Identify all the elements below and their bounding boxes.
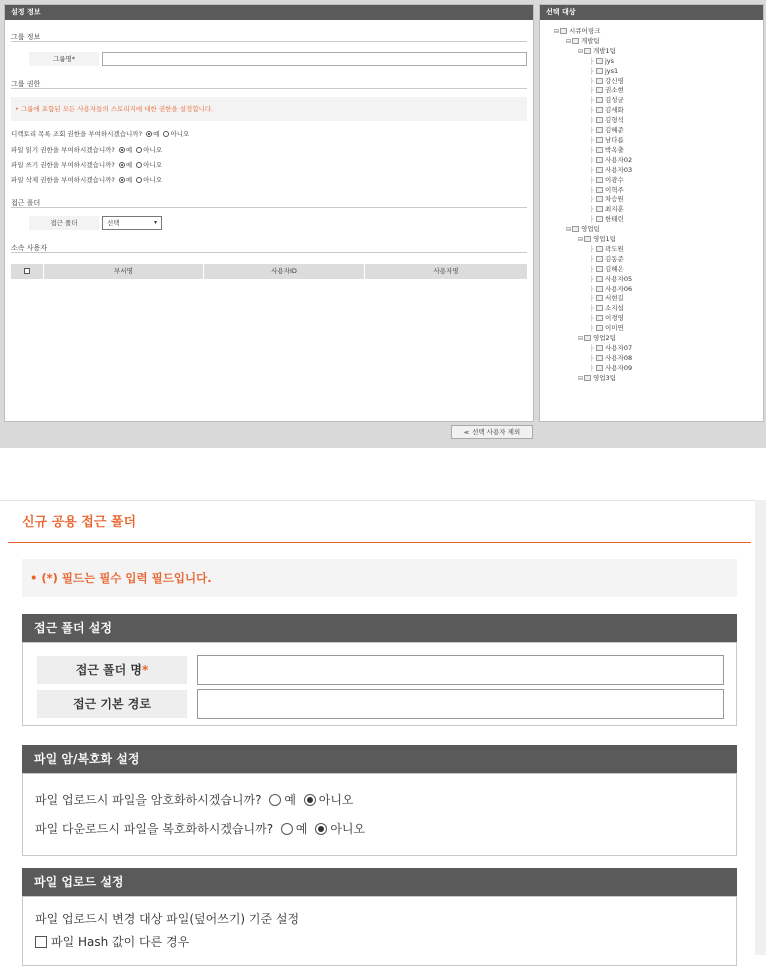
tree-branch-icon: ├ bbox=[590, 107, 594, 115]
upload-question: 파일 업로드시 변경 대상 파일(덮어쓰기) 기준 설정 bbox=[35, 912, 300, 926]
node-checkbox[interactable] bbox=[584, 236, 591, 242]
tree-node[interactable] bbox=[554, 205, 724, 215]
tree-node[interactable] bbox=[554, 96, 724, 106]
settings-panel bbox=[4, 4, 534, 422]
upload-settings-header: 파일 업로드 설정 bbox=[22, 868, 737, 896]
hash-option bbox=[35, 933, 189, 950]
tree-node-label: 김혜준 bbox=[605, 126, 624, 135]
node-checkbox[interactable] bbox=[596, 256, 603, 262]
perm-read-no-radio[interactable] bbox=[136, 147, 142, 153]
perm-list-yes-radio[interactable] bbox=[146, 131, 152, 137]
collapse-icon[interactable]: ⊟ bbox=[578, 236, 584, 244]
tree-node-label: 김혜은 bbox=[605, 264, 624, 273]
decrypt-question-text: 파일 다운로드시 파일을 복호화하시겠습니까? bbox=[35, 822, 274, 836]
tree-node-label: 김동준 bbox=[605, 254, 624, 263]
tree-root[interactable] bbox=[554, 27, 724, 37]
page-title: 신규 공용 접근 폴더 bbox=[22, 515, 137, 530]
perm-list-question bbox=[11, 129, 189, 138]
tree-node[interactable] bbox=[554, 265, 724, 275]
tree-node-label: 차승원 bbox=[605, 195, 624, 204]
tree-node[interactable] bbox=[554, 176, 724, 186]
tree-node[interactable] bbox=[554, 166, 724, 176]
tree-node[interactable] bbox=[554, 314, 724, 324]
encrypt-yes-radio[interactable] bbox=[269, 794, 281, 806]
perm-delete-no-radio[interactable] bbox=[136, 177, 142, 183]
perm-read-no-label: 아니오 bbox=[143, 146, 163, 154]
collapse-icon[interactable]: ⊟ bbox=[554, 28, 560, 35]
node-checkbox[interactable] bbox=[596, 137, 603, 143]
hash-option-checkbox[interactable] bbox=[35, 936, 47, 948]
node-checkbox[interactable] bbox=[572, 226, 579, 232]
target-panel bbox=[539, 4, 764, 422]
group-permission-section bbox=[11, 79, 527, 89]
tree-branch-icon: ├ bbox=[590, 255, 594, 263]
access-folder-select-value: 선택 bbox=[107, 219, 120, 227]
node-checkbox[interactable] bbox=[596, 187, 603, 193]
access-folder-title: 접근 폴더 bbox=[11, 199, 41, 207]
tree-branch-icon: ├ bbox=[590, 325, 594, 333]
tree-node[interactable] bbox=[554, 334, 724, 344]
perm-list-text: 디렉토리 목록 조회 권한을 부여하시겠습니까? bbox=[11, 130, 143, 138]
perm-list-no-radio[interactable] bbox=[163, 131, 169, 137]
tree-branch-icon: ├ bbox=[590, 117, 594, 125]
tree-node[interactable] bbox=[554, 304, 724, 314]
node-checkbox[interactable] bbox=[596, 305, 603, 311]
tree-node-label: 사용자08 bbox=[605, 353, 633, 362]
tree-branch-icon: ├ bbox=[590, 295, 594, 303]
col-user-id: 사용자ID bbox=[204, 264, 365, 279]
org-tree bbox=[554, 27, 724, 415]
tree-branch-icon: ├ bbox=[590, 136, 594, 144]
tree-node-label: 박옥출 bbox=[605, 145, 624, 154]
node-checkbox[interactable] bbox=[596, 196, 603, 202]
tree-node-label: 사용자09 bbox=[605, 363, 633, 372]
tree-node-label: 영업3팀 bbox=[593, 373, 616, 382]
tree-node[interactable] bbox=[554, 77, 724, 87]
tree-branch-icon: ├ bbox=[590, 67, 594, 75]
node-checkbox[interactable] bbox=[596, 325, 603, 331]
encrypt-no-radio[interactable] bbox=[304, 794, 316, 806]
tree-node-label: 사용자07 bbox=[605, 344, 633, 352]
tree-node-label: 영업2팀 bbox=[593, 334, 616, 343]
access-folder-select[interactable] bbox=[102, 216, 162, 230]
tree-node[interactable] bbox=[554, 294, 724, 304]
tree-node-label: 영업1팀 bbox=[593, 235, 616, 244]
remove-selected-users-button[interactable] bbox=[451, 425, 533, 439]
tree-branch-icon: ├ bbox=[590, 87, 594, 95]
base-path-label: 접근 기본 경로 bbox=[37, 690, 187, 718]
tree-branch-icon: ├ bbox=[590, 315, 594, 323]
node-checkbox[interactable] bbox=[596, 266, 603, 272]
group-name-input[interactable] bbox=[102, 52, 527, 66]
new-shared-folder-screen bbox=[0, 500, 766, 955]
group-permission-title: 그룹 권한 bbox=[11, 80, 41, 88]
tree-node[interactable] bbox=[554, 354, 724, 364]
tree-node[interactable] bbox=[554, 156, 724, 166]
tree-branch-icon: ├ bbox=[590, 186, 594, 194]
tree-node-label: 권소현 bbox=[605, 86, 624, 95]
select-all-cell bbox=[11, 264, 44, 279]
tree-branch-icon: ├ bbox=[590, 265, 594, 273]
tree-node[interactable] bbox=[554, 195, 724, 205]
encrypt-question-text: 파일 업로드시 파일을 암호화하시겠습니까? bbox=[35, 793, 262, 807]
tree-branch-icon: ├ bbox=[590, 206, 594, 214]
tree-branch-icon: ├ bbox=[590, 77, 594, 85]
node-checkbox[interactable] bbox=[596, 78, 603, 84]
group-info-title: 그룹 정보 bbox=[11, 33, 41, 41]
target-panel-header: 선택 대상 bbox=[540, 5, 763, 20]
group-settings-screen bbox=[0, 0, 766, 448]
node-checkbox[interactable] bbox=[596, 355, 603, 361]
members-table-header bbox=[11, 264, 527, 279]
base-path-input[interactable] bbox=[197, 689, 724, 719]
tree-node-label: 남다름 bbox=[605, 135, 624, 144]
tree-node[interactable] bbox=[554, 86, 724, 96]
node-checkbox[interactable] bbox=[596, 58, 603, 64]
tree-node[interactable] bbox=[554, 57, 724, 67]
tree-node[interactable] bbox=[554, 275, 724, 285]
tree-branch-icon: ├ bbox=[590, 245, 594, 253]
perm-delete-yes-label: 예 bbox=[125, 176, 133, 184]
tree-branch-icon: ├ bbox=[590, 146, 594, 154]
node-checkbox[interactable] bbox=[596, 157, 603, 163]
perm-write-question bbox=[11, 160, 162, 169]
node-checkbox[interactable] bbox=[596, 107, 603, 113]
tree-node-label: 영업팀 bbox=[581, 225, 600, 234]
tree-node-label: 한태린 bbox=[605, 215, 624, 224]
node-checkbox[interactable] bbox=[596, 177, 603, 183]
node-checkbox[interactable] bbox=[584, 48, 591, 54]
node-checkbox[interactable] bbox=[596, 246, 603, 252]
node-checkbox[interactable] bbox=[596, 216, 603, 222]
tree-branch-icon: ├ bbox=[590, 196, 594, 204]
tree-branch-icon: ├ bbox=[590, 97, 594, 105]
tree-node-label: 서현길 bbox=[605, 294, 624, 303]
perm-write-yes-label: 예 bbox=[125, 161, 133, 169]
tree-node[interactable] bbox=[554, 146, 724, 156]
node-checkbox[interactable] bbox=[572, 38, 579, 44]
tree-node[interactable] bbox=[554, 255, 724, 265]
tree-node[interactable] bbox=[554, 186, 724, 196]
perm-write-no-radio[interactable] bbox=[136, 162, 142, 168]
tree-branch-icon: ├ bbox=[590, 176, 594, 184]
tree-node[interactable] bbox=[554, 106, 724, 116]
perm-list-yes-label: 예 bbox=[153, 130, 160, 138]
crypto-settings-header: 파일 암/복호화 설정 bbox=[22, 745, 737, 773]
tree-branch-icon: ├ bbox=[590, 364, 594, 372]
scrollbar[interactable] bbox=[755, 500, 766, 955]
tree-node-label: 사용자03 bbox=[605, 165, 633, 174]
tree-node-label: 소지섭 bbox=[605, 304, 624, 313]
tree-root-label: 시큐어링크 bbox=[569, 27, 601, 35]
required-info: • (*) 필드는 필수 입력 필드입니다. bbox=[22, 559, 737, 597]
permission-info: • 그룹에 포함된 모든 사용자들의 스토리지에 대한 권한을 설정합니다. bbox=[11, 97, 527, 121]
select-all-checkbox[interactable] bbox=[24, 268, 30, 274]
access-folder-label: 접근 폴더 bbox=[29, 216, 99, 230]
col-dept: 부서명 bbox=[44, 264, 204, 279]
col-user-name: 사용자명 bbox=[433, 267, 459, 275]
tree-node-label: 김세화 bbox=[605, 106, 624, 115]
collapse-icon[interactable]: ⊟ bbox=[578, 47, 584, 55]
tree-node-label: 김성균 bbox=[605, 96, 624, 105]
node-checkbox[interactable] bbox=[596, 315, 603, 321]
folder-name-label bbox=[37, 656, 187, 684]
node-checkbox[interactable] bbox=[596, 286, 603, 292]
tree-node-label: 곽도원 bbox=[605, 244, 624, 253]
tree-node[interactable] bbox=[554, 364, 724, 374]
node-checkbox[interactable] bbox=[584, 375, 591, 381]
tree-branch-icon: ├ bbox=[590, 127, 594, 135]
tree-node-label: 이혁주 bbox=[605, 185, 624, 194]
upload-settings-box bbox=[22, 896, 737, 966]
folder-name-label-text: 접근 폴더 명 bbox=[75, 663, 143, 677]
tree-node[interactable] bbox=[554, 116, 724, 126]
tree-node-label: 최지훈 bbox=[605, 205, 624, 214]
remove-icon: ≪ bbox=[463, 430, 470, 436]
tree-branch-icon: ├ bbox=[590, 275, 594, 283]
tree-branch-icon: ├ bbox=[590, 166, 594, 174]
tree-node[interactable] bbox=[554, 126, 724, 136]
group-name-label: 그룹명* bbox=[29, 52, 99, 66]
tree-branch-icon: ├ bbox=[590, 354, 594, 362]
tree-node-label: 개발1팀 bbox=[593, 46, 616, 55]
tree-node-label: 이미연 bbox=[605, 324, 624, 333]
tree-node[interactable] bbox=[554, 37, 724, 47]
folder-checkbox[interactable] bbox=[560, 28, 567, 34]
tree-node-label: 김형석 bbox=[605, 116, 624, 125]
node-checkbox[interactable] bbox=[596, 117, 603, 123]
tree-node[interactable] bbox=[554, 225, 724, 235]
perm-read-text: 파일 읽기 권한을 부여하시겠습니까? bbox=[11, 146, 115, 154]
hash-option-label: 파일 Hash 값이 다른 경우 bbox=[51, 935, 190, 949]
encrypt-yes-label: 예 bbox=[284, 793, 296, 807]
required-mark: * bbox=[142, 663, 149, 677]
tree-node-label: 사용자02 bbox=[605, 155, 633, 164]
tree-node[interactable] bbox=[554, 47, 724, 57]
tree-node-label: 강신영 bbox=[605, 76, 624, 85]
perm-delete-no-label: 아니오 bbox=[143, 176, 163, 184]
perm-write-no-label: 아니오 bbox=[143, 161, 163, 169]
tree-node[interactable] bbox=[554, 324, 724, 334]
members-section bbox=[11, 243, 527, 253]
node-checkbox[interactable] bbox=[596, 365, 603, 371]
perm-delete-text: 파일 삭제 권한을 부여하시겠습니까? bbox=[11, 176, 115, 184]
tree-node-label: 개발팀 bbox=[581, 36, 600, 45]
tree-branch-icon: ├ bbox=[590, 285, 594, 293]
perm-delete-question bbox=[11, 175, 162, 184]
tree-node-label: 이광수 bbox=[605, 175, 624, 184]
tree-branch-icon: ├ bbox=[590, 57, 594, 65]
collapse-icon[interactable]: ⊟ bbox=[578, 335, 584, 343]
decrypt-question bbox=[35, 820, 365, 837]
encrypt-question bbox=[35, 791, 354, 808]
tree-node-label: jys1 bbox=[605, 66, 619, 75]
node-checkbox[interactable] bbox=[596, 206, 603, 212]
folder-name-input[interactable] bbox=[197, 655, 724, 685]
node-checkbox[interactable] bbox=[596, 127, 603, 133]
perm-read-yes-label: 예 bbox=[125, 146, 133, 154]
tree-node-label: 사용자05 bbox=[605, 274, 633, 283]
tree-node[interactable] bbox=[554, 344, 724, 354]
encrypt-no-label: 아니오 bbox=[318, 793, 354, 807]
node-checkbox[interactable] bbox=[596, 147, 603, 153]
node-checkbox[interactable] bbox=[596, 97, 603, 103]
tree-node[interactable] bbox=[554, 215, 724, 225]
tree-node[interactable] bbox=[554, 67, 724, 77]
node-checkbox[interactable] bbox=[596, 87, 603, 93]
tree-node-label: 이경영 bbox=[605, 314, 624, 323]
chevron-down-icon: ▾ bbox=[153, 219, 157, 226]
perm-read-yes-radio[interactable] bbox=[119, 147, 125, 153]
folder-settings-box bbox=[22, 642, 737, 726]
crypto-settings-box bbox=[22, 773, 737, 856]
perm-write-yes-radio[interactable] bbox=[119, 162, 125, 168]
node-checkbox[interactable] bbox=[596, 68, 603, 74]
tree-node[interactable] bbox=[554, 374, 724, 384]
perm-write-text: 파일 쓰기 권한을 부여하시겠습니까? bbox=[11, 161, 115, 169]
title-divider bbox=[8, 542, 751, 543]
tree-branch-icon: ├ bbox=[590, 156, 594, 164]
decrypt-no-label: 아니오 bbox=[330, 822, 366, 836]
perm-read-question bbox=[11, 145, 162, 154]
collapse-icon[interactable]: ⊟ bbox=[566, 226, 572, 234]
settings-panel-header: 설정 정보 bbox=[5, 5, 533, 20]
members-title: 소속 사용자 bbox=[11, 244, 48, 252]
tree-node-label: 사용자06 bbox=[605, 284, 633, 293]
node-checkbox[interactable] bbox=[596, 345, 603, 351]
tree-node-label: jys bbox=[605, 56, 615, 65]
collapse-icon[interactable]: ⊟ bbox=[578, 374, 584, 382]
node-checkbox[interactable] bbox=[596, 276, 603, 282]
access-folder-section bbox=[11, 198, 527, 208]
decrypt-yes-radio[interactable] bbox=[281, 823, 293, 835]
tree-branch-icon: ├ bbox=[590, 305, 594, 313]
decrypt-yes-label: 예 bbox=[295, 822, 308, 836]
node-checkbox[interactable] bbox=[596, 295, 603, 301]
perm-list-no-label: 아니오 bbox=[170, 130, 190, 138]
tree-branch-icon: ├ bbox=[590, 216, 594, 224]
tree-node[interactable] bbox=[554, 285, 724, 295]
group-info-section bbox=[11, 32, 527, 42]
collapse-icon[interactable]: ⊟ bbox=[566, 37, 572, 45]
remove-button-label: 선택 사용자 제외 bbox=[472, 428, 521, 436]
tree-node[interactable] bbox=[554, 245, 724, 255]
tree-node[interactable] bbox=[554, 136, 724, 146]
decrypt-no-radio[interactable] bbox=[315, 823, 327, 835]
perm-delete-yes-radio[interactable] bbox=[119, 177, 125, 183]
folder-settings-header: 접근 폴더 설정 bbox=[22, 614, 737, 642]
tree-node[interactable] bbox=[554, 235, 724, 245]
node-checkbox[interactable] bbox=[596, 167, 603, 173]
node-checkbox[interactable] bbox=[584, 335, 591, 341]
tree-branch-icon: ├ bbox=[590, 345, 594, 352]
